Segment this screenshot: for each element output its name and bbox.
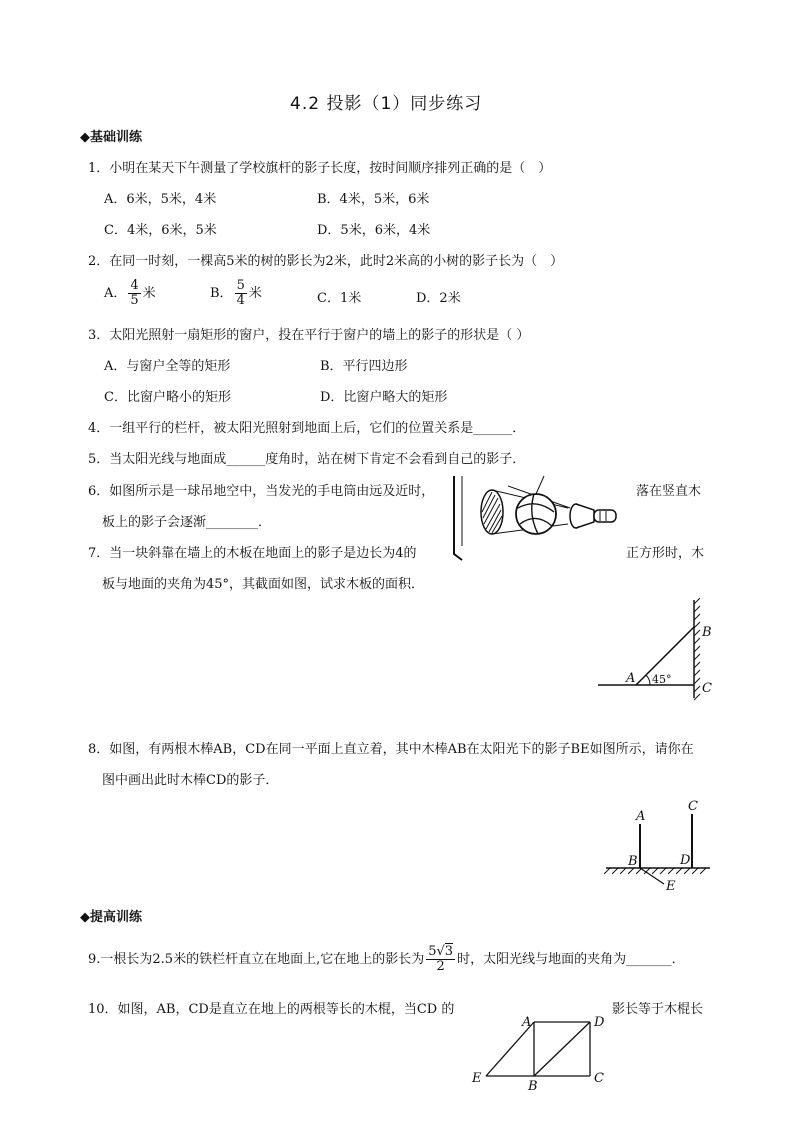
section-basic-heading: ◆基础训练: [80, 130, 142, 145]
label-a: A: [626, 671, 636, 686]
two-sticks-figure: [600, 796, 715, 896]
question-2-stem: 2．在同一时刻，一棵高5米的树的影长为2米，此时2米高的小树的影子长为（ ）: [88, 254, 564, 269]
question-9-after: 时，太阳光线与地面的夹角为_______．: [457, 952, 685, 967]
question-1-option-b: B．4米，5米，6米: [317, 192, 430, 207]
question-2-option-a: [104, 272, 156, 316]
question-3-option-b: B．平行四边形: [320, 359, 408, 374]
label-e: E: [666, 879, 676, 894]
label-d: D: [594, 1015, 605, 1030]
fraction-denominator: 4: [236, 293, 245, 308]
question-2-option-d: D．2米: [416, 291, 461, 306]
question-1-option-c: C．4米，6米，5米: [104, 223, 217, 238]
label-c: C: [688, 799, 698, 814]
question-9: [88, 938, 685, 982]
label-e: E: [472, 1071, 482, 1086]
unit: 米: [248, 286, 262, 301]
question-3-option-a: A．与窗户全等的矩形: [104, 359, 231, 374]
question-7-line1: 7．当一块斜靠在墙上的木板在地面上的影子是边长为4的: [88, 546, 417, 561]
fraction-denominator: 2: [436, 959, 445, 974]
label-b: B: [628, 854, 638, 869]
board-wall-figure: [592, 596, 722, 706]
radicand: 3: [444, 944, 454, 960]
question-6-line1-end: 落在竖直木: [636, 484, 702, 499]
question-3-option-c: C．比窗户略小的矩形: [104, 390, 231, 405]
unit: 米: [142, 286, 156, 301]
label-a: A: [522, 1015, 532, 1030]
question-2-option-b: [210, 272, 262, 316]
question-1-option-a: A．6米，5米，4米: [104, 192, 217, 207]
question-5: 5．当太阳光线与地面成______度角时，站在树下肯定不会看到自己的影子．: [88, 452, 526, 467]
question-7-line1-end: 正方形时，木: [626, 546, 705, 561]
option-label: B．: [210, 286, 233, 301]
fraction: [128, 279, 140, 307]
coefficient: 5: [428, 944, 437, 960]
flashlight-ball-figure: [448, 472, 620, 562]
question-10-line1: 10．如图，AB，CD是直立在地上的两根等长的木棍，当CD 的: [88, 1002, 455, 1017]
question-4: 4．一组平行的栏杆，被太阳光照射到地面上后，它们的位置关系是______．: [88, 421, 526, 436]
fraction-numerator: 5: [236, 278, 245, 294]
label-a: A: [636, 809, 646, 824]
fraction-denominator: 5: [130, 293, 139, 308]
question-3-option-d: D．比窗户略大的矩形: [320, 390, 448, 405]
question-1-stem: 1．小明在某天下午测量了学校旗杆的影子长度，按时间顺序排列正确的是（ ）: [88, 161, 552, 176]
fraction-numerator: 4: [130, 278, 139, 294]
question-3-stem: 3．太阳光照射一扇矩形的窗户，投在平行于窗户的墙上的影子的形状是（ ）: [88, 328, 530, 343]
angle-label: 45°: [652, 673, 672, 686]
two-sticks-shadow-figure: [466, 1012, 616, 1092]
option-label: A．: [104, 286, 127, 301]
question-2-option-c: C．1米: [317, 291, 362, 306]
question-8-line2: 图中画出此时木棒CD的影子．: [102, 773, 279, 788]
fraction: [426, 945, 455, 973]
section-advanced-heading: ◆提高训练: [80, 910, 142, 925]
question-1-option-d: D．5米，6米，4米: [317, 223, 431, 238]
question-6-line1: 6．如图所示是一球吊地空中，当发光的手电筒由远及近时，: [88, 484, 435, 499]
question-6-line2: 板上的影子会逐渐________．: [102, 515, 272, 530]
question-7-line2: 板与地面的夹角为45°，其截面如图，试求木板的面积．: [102, 577, 425, 592]
label-c: C: [594, 1071, 604, 1086]
label-d: D: [680, 853, 691, 868]
label-b: B: [528, 1079, 538, 1092]
question-8-line1: 8．如图，有两根木棒AB，CD在同一平面上直立着，其中木棒AB在太阳光下的影子BE如图所示，请你在: [88, 742, 694, 757]
label-b: B: [702, 625, 712, 640]
fraction: [235, 279, 247, 307]
question-10-line1-end: 影长等于木棍长: [612, 1002, 704, 1017]
page-title: 4.2 投影（1）同步练习: [290, 94, 483, 114]
question-9-before: 9.一根长为2.5米的铁栏杆直立在地面上,它在地上的影长为: [88, 952, 425, 967]
label-c: C: [702, 681, 712, 696]
fraction-numerator: 5√3: [428, 944, 454, 960]
